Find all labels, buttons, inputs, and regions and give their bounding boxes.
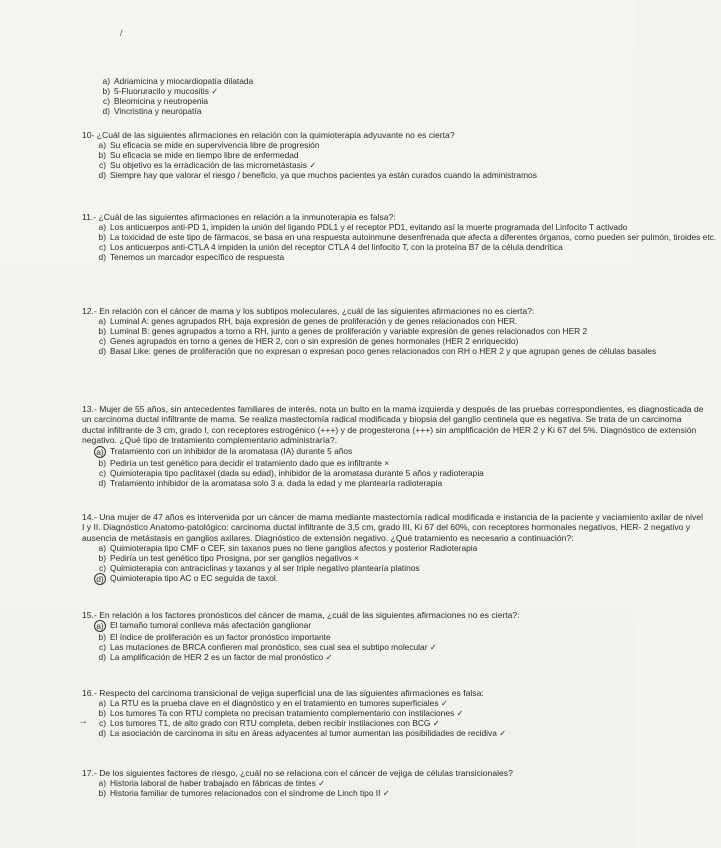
- option-letter: c): [99, 718, 106, 729]
- option-text: Los anticuerpos anti-CTLA 4 impiden la unión del receptor CTLA 4 del linfocito T, con la proteína B7 de la célula dendrítica: [110, 242, 563, 253]
- option-letter: b): [98, 150, 106, 161]
- question-stem: 16.- Respecto del carcinoma transicional de vejiga superficial una de las siguientes afirmaciones es falsa:: [82, 688, 484, 698]
- option-letter: a): [92, 620, 110, 632]
- answer-option: [92, 150, 717, 160]
- question-10: [0, 130, 717, 180]
- hand-drawn-arrow-icon: →: [78, 716, 88, 728]
- option-text: Tratamiento inhibidor de la aromatasa solo 3 a. dada la edad y me plantearía radioterapia: [110, 477, 443, 488]
- option-text: Los tumores Ta con RTU completa no precisan tratamiento complementario con instilaciones ✓: [110, 708, 464, 719]
- option-text: Pediría un test genético tipo Prosigna, por ser ganglios negativos ×: [110, 553, 359, 564]
- answer-option: [92, 788, 717, 798]
- question-stem: 17.- De los siguientes factores de riesgo, ¿cuál no se relaciona con el cáncer de vejiga de células transicionales?: [82, 768, 513, 778]
- answer-option: [92, 242, 717, 252]
- question-stem: 11.- ¿Cuál de las siguientes afirmaciones en relación a la inmunoterapia es falsa?:: [82, 212, 396, 222]
- option-text: Las mutaciones de BRCA confieren mal pronóstico, sea cual sea el subtipo molecular ✓: [110, 642, 437, 653]
- option-text: La toxicidad de este tipo de fármacos, se basa en una respuesta autoinmune desenfrenada que afecta a diferentes órganos, como pueden ser pulmón, tiroides etc.: [110, 232, 717, 243]
- answer-option: [96, 96, 721, 106]
- option-text: Luminal A: genes agrupados RH, baja expresión de genes de proliferación y de genes relacionados con HER.: [110, 316, 518, 327]
- option-letter: c): [99, 642, 106, 653]
- option-text: Quimioterapia con antraciclinas y taxanos y al ser triple negativo plantearía platinos: [110, 563, 420, 574]
- question-stem: 13.- Mujer de 55 años, sin antecedentes familiares de interés, nota un bulto en la mama izquierda y después de las pruebas correspondientes, es diagnosticada de un carcinoma ductal infiltrante de mama. Se realiza mastectomía radical modificada y biopsia del ganglio centinela que es negativa. Se trata de un carcinoma ductal infiltrante de 3 cm, grado I, con receptores estrogénico (+++) y de progesterona (+++) sin amplificación de HER 2 y Ki 67 del 5%. Diagnóstico de extensión negativo. ¿Qué tipo de tratamiento complementario administraría?.: [82, 404, 704, 446]
- answer-option: [96, 106, 721, 116]
- question-16: [0, 688, 717, 738]
- option-text: Historia laboral de haber trabajado en fábricas de tintes ✓: [110, 778, 326, 789]
- option-letter: c): [99, 467, 106, 478]
- question-stem: 15.- En relación a los factores pronósticos del cáncer de mama, ¿cuál de las siguientes afirmaciones no es cierta?:: [82, 610, 520, 620]
- option-text: Quimioterapia tipo paclitaxel (dada su edad), inhibidor de la aromatasa durante 5 años y radioterapia: [110, 467, 484, 478]
- option-text: Tenemos un marcador específico de respuesta: [110, 252, 285, 263]
- answer-option: [92, 543, 717, 553]
- option-letter: a): [98, 778, 106, 789]
- option-letter: b): [98, 788, 106, 799]
- answer-option: [92, 563, 717, 573]
- answer-option: [92, 652, 717, 662]
- option-letter: a): [92, 446, 110, 458]
- option-text: Bleomicina y neutropenia: [114, 96, 209, 106]
- option-text: Quimioterapia tipo AC o EC seguida de taxol.: [110, 573, 279, 584]
- option-letter: c): [99, 563, 106, 574]
- option-letter: d): [98, 728, 106, 739]
- option-text: La amplificación de HER 2 es un factor de mal pronóstico ✓: [110, 652, 333, 663]
- option-letter: c): [99, 336, 106, 347]
- answer-option: [92, 573, 717, 585]
- option-letter: d): [102, 106, 110, 116]
- option-letter: b): [98, 708, 106, 719]
- answer-option: [92, 160, 717, 170]
- answer-option: [92, 468, 717, 478]
- option-text: Vincristina y neuropatía: [114, 106, 202, 116]
- option-letter: c): [103, 96, 110, 106]
- option-letter: b): [102, 86, 110, 96]
- option-letter: a): [98, 222, 106, 233]
- answer-option: [92, 346, 717, 356]
- question-stem: 12.- En relación con el cáncer de mama y los subtipos moleculares, ¿cuál de las siguientes afirmaciones no es cierta?:: [82, 306, 535, 316]
- answer-option: [92, 620, 717, 632]
- answer-option: [92, 232, 717, 242]
- option-text: Historia familiar de tumores relacionados con el síndrome de Linch tipo II ✓: [110, 788, 390, 799]
- option-letter: d): [98, 170, 106, 181]
- option-text: Siempre hay que valorar el riesgo / beneficio, ya que muchos pacientes ya están curados cuando la administramos: [110, 170, 537, 181]
- option-letter: b): [98, 457, 106, 468]
- option-text: La RTU es la prueba clave en el diagnóstico y en el tratamiento en tumores superficiales ✓: [110, 698, 448, 709]
- option-text: 5-Fluoruracilo y mucositis ✓: [114, 86, 219, 96]
- option-letter: b): [98, 553, 106, 564]
- answer-option: [96, 86, 721, 96]
- option-text: Su eficacia se mide en tiempo libre de enfermedad: [110, 150, 299, 161]
- answer-option: [92, 170, 717, 180]
- answer-option: [92, 326, 717, 336]
- question-11: [0, 212, 717, 262]
- answer-option: [92, 252, 717, 262]
- option-letter: b): [98, 632, 106, 643]
- option-letter: a): [98, 543, 106, 554]
- option-text: Adriamicina y miocardiopatía dilatada: [114, 76, 254, 86]
- answer-option: [92, 553, 717, 563]
- question-12: [0, 306, 717, 356]
- option-letter: a): [98, 698, 106, 709]
- answer-option: [92, 336, 717, 346]
- answer-option: [96, 76, 721, 86]
- option-letter: a): [98, 140, 106, 151]
- option-letter: d): [92, 573, 110, 585]
- option-text: Su objetivo es la erradicación de las micrometástasis ✓: [110, 160, 317, 171]
- answer-option: [78, 716, 717, 729]
- option-text: La asociación de carcinoma in situ en áreas adyacentes al tumor aumentan las posibilidades de recidiva ✓: [110, 728, 507, 739]
- option-letter: b): [98, 326, 106, 337]
- option-letter: a): [102, 76, 110, 86]
- option-letter: c): [99, 242, 106, 253]
- answer-option: [92, 458, 717, 468]
- answer-option: [92, 728, 717, 738]
- option-letter: c): [99, 160, 106, 171]
- answer-option: [92, 222, 717, 232]
- question-14: [0, 512, 717, 585]
- option-text: Luminal B: genes agrupados a torno a RH, junto a genes de proliferación y variable expresión de genes relacionados con HER 2: [110, 326, 588, 337]
- option-letter: d): [98, 477, 106, 488]
- answer-option: [92, 778, 717, 788]
- answer-option: [92, 316, 717, 326]
- option-letter: a): [98, 316, 106, 327]
- option-letter: d): [98, 252, 106, 263]
- question-9-options: [0, 76, 721, 116]
- option-text: Los anticuerpos anti-PD 1, impiden la unión del ligando PDL1 y el receptor PD1, evitando así la muerte programada del Linfocito T activado: [110, 222, 628, 233]
- question-17: [0, 768, 717, 798]
- option-text: Su eficacia se mide en supervivencia libre de progresión: [110, 140, 320, 151]
- answer-option: [92, 140, 717, 150]
- page-corner-mark: /: [120, 28, 123, 38]
- answer-option: [92, 632, 717, 642]
- option-text: El índice de proliferación es un factor pronóstico importante: [110, 632, 331, 643]
- option-text: El tamaño tumoral conlleva más afectación ganglionar: [110, 620, 312, 631]
- option-letter: b): [98, 232, 106, 243]
- option-text: Pediría un test genético para decidir el tratamiento dado que es infiltrante ×: [110, 457, 390, 468]
- question-13: [0, 404, 717, 488]
- option-letter: d): [98, 346, 106, 357]
- question-stem: 14.- Una mujer de 47 años es intervenida por un cáncer de mama mediante mastectomía radical modificada e instancia de la paciente y vaciamiento axilar de nivel I y II. Diagnóstico Anatomo-patológico: carcinoma ductal infiltrante de 3,5 cm, grado III, Ki 67 del 60%, con receptores hormonales negativos, HER- 2 negativo y ausencia de metástasis en ganglios axilares. Diagnóstico de extensión negativo. ¿Qué tratamiento es necesario a continuación?:: [82, 512, 703, 543]
- option-text: Genes agrupados en torno a genes de HER 2, con o sin expresión de genes hormonales (HER 2 enriquecido): [110, 336, 519, 347]
- answer-option: [92, 478, 717, 488]
- option-letter: d): [98, 652, 106, 663]
- option-text: Quimioterapia tipo CMF o CEF, sin taxanos pues no tiene ganglios afectos y posterior Radioterapia: [110, 543, 478, 554]
- answer-option: [92, 698, 717, 708]
- answer-option: [92, 642, 717, 652]
- answer-option: [92, 708, 717, 718]
- option-text: Los tumores T1, de alto grado con RTU completa, deben recibir instilaciones con BCG ✓: [110, 718, 440, 729]
- option-text: Basal Like: genes de proliferación que no expresan o expresan poco genes relacionados con RH o HER 2 y que agrupan genes de células basales: [110, 346, 657, 357]
- answer-option: [92, 446, 717, 458]
- option-text: Tratamiento con un inhibidor de la aromatasa (IA) durante 5 años: [110, 445, 353, 456]
- question-stem: 10- ¿Cuál de las siguientes afirmaciones en relación con la quimioterapia adyuvante no es cierta?: [82, 130, 455, 140]
- question-15: [0, 610, 717, 662]
